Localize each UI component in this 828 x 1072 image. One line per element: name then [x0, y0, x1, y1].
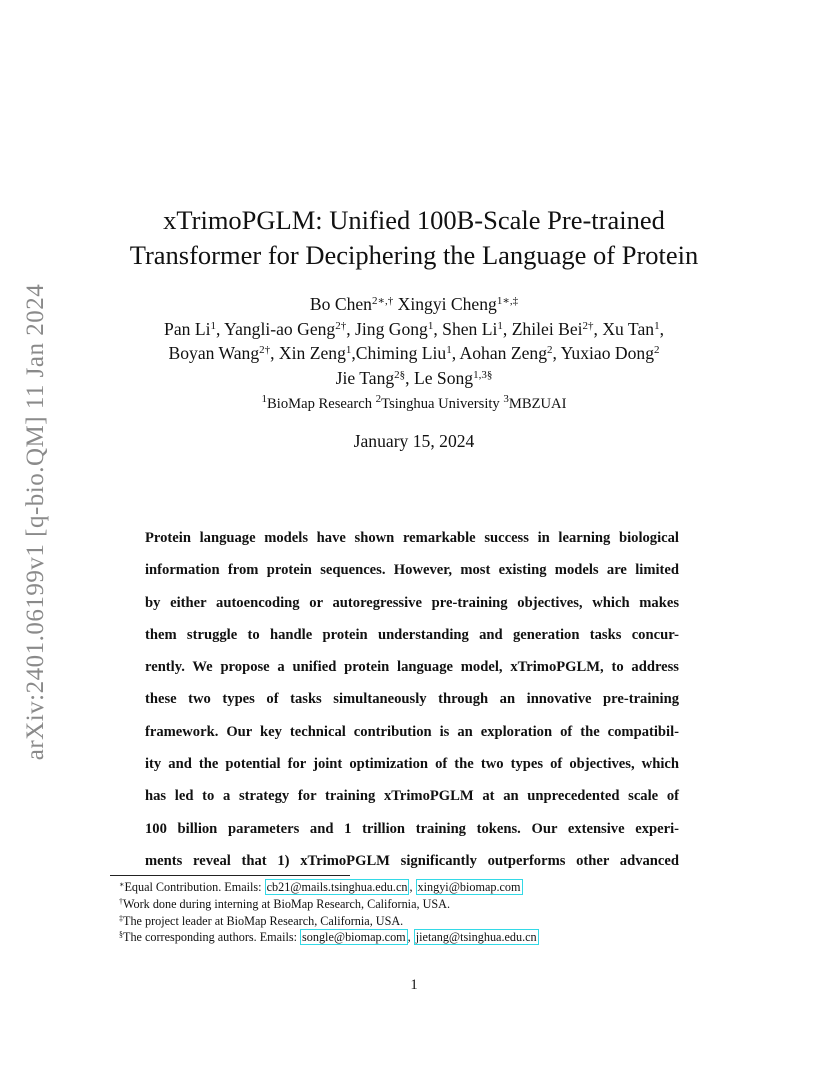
author-line-4: Jie Tang$^{2\S}$, Le Song$^{1,3\S}$: [335, 367, 493, 388]
footnote-divider: [110, 875, 350, 876]
email-link[interactable]: xingyi@biomap.com: [417, 880, 521, 894]
author-affil-sup: 1: [446, 344, 452, 356]
author-affil-sup: 1: [210, 319, 216, 332]
footnote-text: Work done during interning at BioMap Research, California, USA.: [123, 896, 450, 911]
abstract-line: ments reveal that 1) xTrimoPGLM significantly outperforms other advanced: [145, 852, 679, 869]
author-affil-sup: 2: [547, 344, 553, 356]
author-name: Xin Zeng: [278, 343, 346, 363]
author-name: Jing Gong: [355, 318, 428, 339]
abstract-line: has led to a strategy for training xTrimoPGLM at an unprecedented scale of: [145, 788, 679, 805]
footnote-mark: ∗: [119, 880, 125, 889]
abstract-line: 100 billion parameters and 1 trillion training tokens. Our extensive experi-: [145, 820, 679, 837]
author-affil-sup: 1: [497, 319, 503, 332]
footnote-text: The project leader at BioMap Research, California, USA.: [123, 913, 404, 928]
author-name: Chiming Liu: [355, 343, 447, 363]
title-line-2: Transformer for Deciphering the Language of Protein: [129, 240, 699, 270]
author-affil-sup: 1,3§: [473, 368, 493, 381]
author-affil-sup: 2†: [259, 344, 271, 356]
author-affil-sup: 2§: [394, 368, 406, 381]
author-affil-sup: 2†: [582, 319, 594, 332]
email-link[interactable]: songle@biomap.com: [302, 930, 406, 945]
author-name: Bo Chen: [309, 294, 372, 314]
abstract-line: Protein language models have shown remarkable success in learning biological: [145, 530, 679, 546]
author-affil-sup: 2: [654, 344, 660, 356]
author-affil-sup: 2∗,†: [371, 295, 394, 307]
author-name: Shen Li: [442, 318, 498, 339]
arxiv-identifier: arXiv:2401.06199v1 [q-bio.QM] 11 Jan 2024: [22, 283, 49, 761]
author-name: Xingyi Cheng: [397, 294, 497, 314]
affil-name: BioMap Research: [267, 396, 376, 412]
paper-title: [0, 203, 828, 273]
abstract-line: rently. We propose a unified protein language model, xTrimoPGLM, to address: [145, 659, 679, 676]
author-name: Le Song: [413, 367, 474, 388]
footnote-mark: †: [119, 896, 123, 906]
footnote-mark: ‡: [119, 913, 123, 923]
affiliations: [0, 395, 828, 413]
title-line-1: xTrimoPGLM: Unified 100B-Scale Pre-trained: [163, 205, 665, 235]
abstract-line: information from protein sequences. However, most existing models are limited: [145, 562, 679, 579]
author-line-3: Boyan Wang$^{2\dagger}$, Xin Zeng$^1$,Chiming Liu$^1$, Aohan Zeng$^2$, Yuxiao Dong$^2$: [168, 343, 660, 363]
author-line-1: [0, 292, 828, 317]
abstract-line: them struggle to handle protein understanding and generation tasks concur-: [145, 626, 679, 643]
abstract-line: these two types of tasks simultaneously through an innovative pre-training: [145, 691, 679, 708]
affil-name: Tsinghua University: [381, 396, 504, 412]
footnote-internship: [119, 896, 739, 913]
affil-sup: 3: [503, 393, 509, 405]
page-number: 1: [410, 977, 418, 993]
author-affil-sup: 1: [345, 344, 352, 356]
author-name: Pan Li: [164, 318, 211, 339]
author-name: Aohan Zeng: [459, 343, 547, 363]
author-affil-sup: 2†: [335, 319, 347, 332]
footnote-equal-contribution: [119, 879, 739, 896]
author-name: Xu Tan: [602, 318, 655, 339]
abstract-line: by either autoencoding or autoregressive pre-training objectives, which makes: [145, 594, 679, 611]
author-name: Zhilei Bei: [511, 318, 583, 339]
publication-date: January 15, 2024: [353, 431, 475, 451]
author-list: [0, 292, 828, 390]
author-line-2: Pan Li$^1$, Yangli-ao Geng$^{2\dagger}$, Jing Gong$^1$, Shen Li$^1$, Zhilei Bei$^{2\dagger}$, Xu Tan$^1$,: [164, 318, 664, 339]
email-link[interactable]: jietang@tsinghua.edu.cn: [415, 930, 537, 945]
author-name: Boyan Wang: [168, 343, 260, 363]
abstract: [145, 522, 679, 877]
affil-sup: 1: [261, 393, 268, 405]
footnote-project-leader: [119, 913, 739, 930]
affil-name: MBZUAI: [508, 396, 567, 412]
footnote-text: Equal Contribution. Emails:: [124, 880, 265, 894]
footnote-corresponding-authors: [119, 929, 739, 946]
footnotes: [119, 879, 739, 946]
author-name: Yangli-ao Geng: [224, 318, 336, 339]
affil-sup: 2: [375, 393, 382, 405]
author-name: Jie Tang: [335, 367, 395, 388]
author-affil-sup: 1: [427, 319, 434, 332]
abstract-line: ity and the potential for joint optimization of the two types of objectives, which: [145, 756, 679, 773]
email-link[interactable]: cb21@mails.tsinghua.edu.cn: [266, 880, 408, 894]
footnote-mark: §: [119, 930, 123, 940]
separator: ,: [407, 930, 414, 945]
author-name: Yuxiao Dong: [560, 343, 654, 363]
author-affil-sup: 1: [654, 319, 660, 332]
author-affil-sup: 1∗,‡: [496, 295, 519, 307]
separator: ,: [409, 880, 416, 894]
abstract-line: framework. Our key technical contribution is an exploration of the compatibil-: [145, 723, 679, 740]
footnote-text: The corresponding authors. Emails:: [123, 930, 301, 945]
